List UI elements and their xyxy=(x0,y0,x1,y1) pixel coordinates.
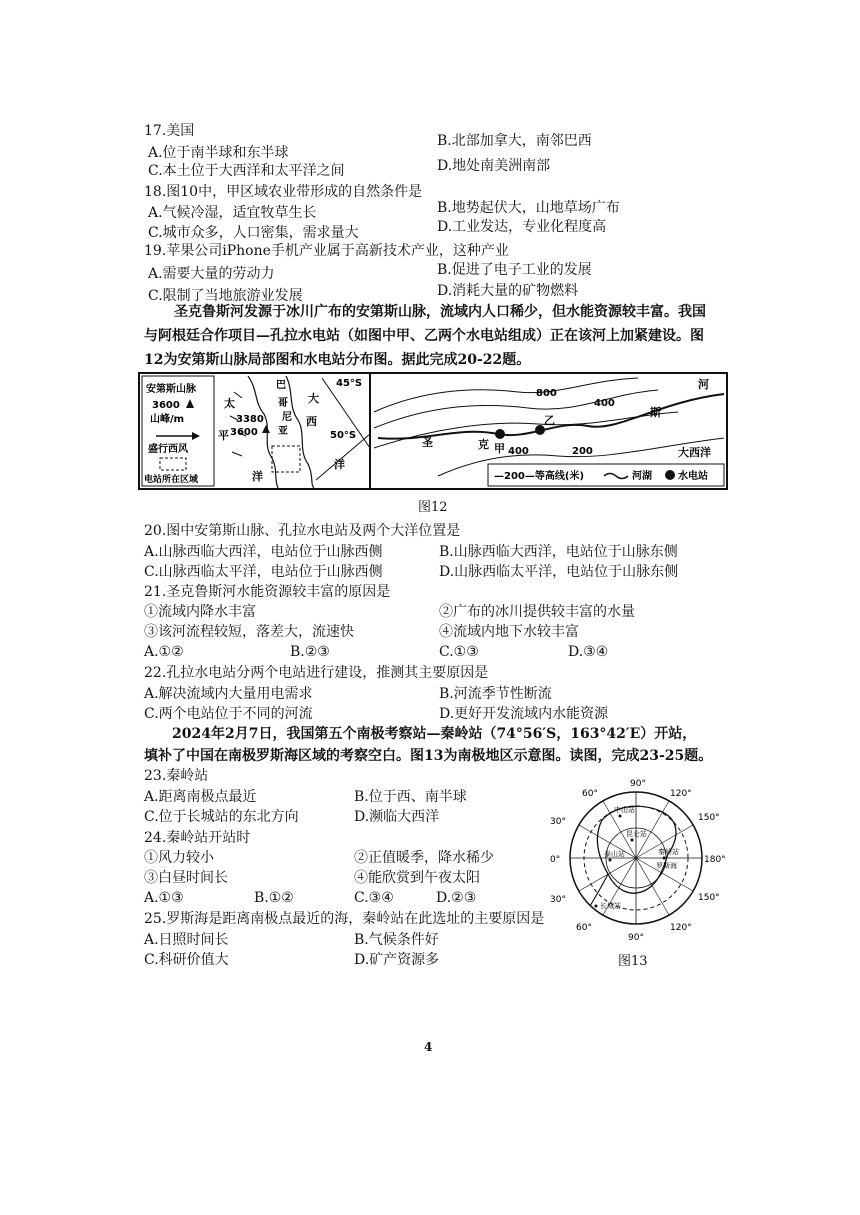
q22-option-a: A.解决流域内大量用电需求 xyxy=(144,686,313,702)
fig13-lon-150-r: 150° xyxy=(698,813,720,823)
fig12-river-sheng: 圣 xyxy=(422,436,433,449)
fig12-legend-area: 电站所在区域 xyxy=(144,475,199,485)
fig12-river-name: 河 xyxy=(698,378,709,391)
fig12-contour-200: 200 xyxy=(572,446,593,457)
figure-12 xyxy=(138,372,728,490)
fig13-lon-0: 0° xyxy=(550,855,561,865)
fig12-legend-wind: 盛行西风 xyxy=(148,444,188,455)
fig13-lon-120-br: 120° xyxy=(670,923,692,933)
intro-20-line-2: 与阿根廷合作项目—孔拉水电站（如图中甲、乙两个水电站组成）正在该河上加紧建设。图 xyxy=(144,328,704,344)
fig12-legend-contour: —200—等高线(米) xyxy=(494,471,585,482)
intro-23-line-1: 2024年2月7日，我国第五个南极考察站—秦岭站（74°56′S，163°42′E）开站， xyxy=(172,726,697,742)
q17-option-d: D.地处南美洲南部 xyxy=(437,158,551,174)
fig12-legend-peak-value: 3600 xyxy=(152,400,180,411)
fig12-label-ni: 尼 xyxy=(282,412,292,423)
q25-option-a: A.日照时间长 xyxy=(144,932,229,948)
q21-option-d: D.③④ xyxy=(568,644,609,660)
q24-stem: 24.秦岭站开站时 xyxy=(144,830,251,846)
fig12-legend-peak-label: 山峰/m xyxy=(150,414,185,425)
fig12-label-ge: 哥 xyxy=(278,398,288,409)
q17-option-a: A.位于南半球和东半球 xyxy=(148,145,289,161)
q24-option-b: B.①② xyxy=(254,890,294,906)
fig13-station-qinling: 秦岭站 xyxy=(658,848,679,856)
q23-option-d: D.濒临大西洋 xyxy=(354,809,440,825)
station-dot-icon xyxy=(619,815,622,818)
q24-option-c: C.③④ xyxy=(354,890,394,906)
station-dot-icon xyxy=(595,905,598,908)
station-dot-icon xyxy=(609,859,612,862)
q19-option-c: C.限制了当地旅游业发展 xyxy=(148,288,303,304)
fig12-station-jia: 甲 xyxy=(494,442,505,455)
q23-stem: 23.秦岭站 xyxy=(144,768,209,784)
q19-option-d: D.消耗大量的矿物燃料 xyxy=(437,283,579,299)
figure-13 xyxy=(546,774,726,944)
q20-stem: 20.图中安第斯山脉、孔拉水电站及两个大洋位置是 xyxy=(144,523,461,539)
fig13-lon-150-br: 150° xyxy=(698,893,720,903)
q18-option-b: B.地势起伏大，山地草场广布 xyxy=(437,200,620,216)
fig13-lon-60-tl: 60° xyxy=(582,789,598,799)
q24-item-4: ④能欣赏到午夜太阳 xyxy=(354,870,480,886)
fig13-station-kunlun: 昆仑站 xyxy=(626,830,647,838)
fig12-label-ba: 巴 xyxy=(276,380,286,391)
fig13-lon-30-l: 30° xyxy=(550,817,566,827)
q25-option-c: C.科研价值大 xyxy=(144,952,229,968)
figure-13-map xyxy=(546,774,726,944)
q20-option-c: C.山脉西临太平洋，电站位于山脉西侧 xyxy=(144,564,383,580)
fig12-label-ya: 亚 xyxy=(278,426,288,437)
q20-option-b: B.山脉西临大西洋，电站位于山脉东侧 xyxy=(439,544,678,560)
intro-20-line-3: 12为安第斯山脉局部图和水电站分布图。据此完成20-22题。 xyxy=(144,352,531,368)
q25-stem: 25.罗斯海是距离南极点最近的海，秦岭站在此选址的主要原因是 xyxy=(144,911,545,927)
intro-23-line-2: 填补了中国在南极罗斯海区域的考察空白。图13为南极地区示意图。读图，完成23-25题。 xyxy=(144,748,713,764)
hydropower-station-icon xyxy=(665,470,675,480)
q23-option-b: B.位于西、南半球 xyxy=(354,789,467,805)
fig13-lon-120-tr: 120° xyxy=(670,789,692,799)
fig13-station-zhongshan: 中山站 xyxy=(614,806,635,814)
q21-stem: 21.圣克鲁斯河水能资源较丰富的原因是 xyxy=(144,584,391,600)
q21-option-b: B.②③ xyxy=(290,644,330,660)
fig13-lon-60-bl: 60° xyxy=(576,923,592,933)
fig13-lon-180: 180° xyxy=(704,855,726,865)
q17-option-c: C.本土位于大西洋和太平洋之间 xyxy=(148,163,345,179)
fig12-lat-50: 50°S xyxy=(330,430,357,441)
fig12-contour-400a: 400 xyxy=(594,398,615,409)
fig12-label-yang-right: 洋 xyxy=(334,458,345,471)
fig13-station-changcheng: 长城站 xyxy=(600,902,621,910)
fig13-lon-90-top: 90° xyxy=(630,779,646,789)
q24-option-d: D.②③ xyxy=(436,890,477,906)
q19-stem: 19.苹果公司iPhone手机产业属于高新技术产业，这种产业 xyxy=(144,243,509,259)
q23-option-a: A.距离南极点最近 xyxy=(144,789,257,805)
q18-option-c: C.城市众多，人口密集，需求量大 xyxy=(148,225,359,241)
fig13-sea-ross: 罗斯海 xyxy=(656,862,677,870)
fig12-contour-800: 800 xyxy=(536,388,557,399)
fig13-station-taishan: 泰山站 xyxy=(604,850,625,858)
q21-option-a: A.①② xyxy=(144,644,184,660)
q19-option-b: B.促进了电子工业的发展 xyxy=(437,262,592,278)
fig12-legend-title: 安第斯山脉 xyxy=(146,384,196,395)
q25-option-d: D.矿产资源多 xyxy=(354,952,440,968)
q18-stem: 18.图10中，甲区域农业带形成的自然条件是 xyxy=(144,184,423,200)
fig12-label-xi: 西 xyxy=(306,415,317,428)
station-dot-icon xyxy=(631,839,634,842)
fig12-label-da: 大 xyxy=(308,392,319,405)
fig12-lat-45: 45°S xyxy=(336,378,363,389)
q23-option-c: C.位于长城站的东北方向 xyxy=(144,809,299,825)
q22-stem: 22.孔拉水电站分两个电站进行建设，推测其主要原因是 xyxy=(144,665,489,681)
fig12-river-si: 斯 xyxy=(650,406,661,419)
fig12-label-tai: 太 xyxy=(224,397,235,410)
hydropower-station-jia-icon xyxy=(495,429,505,439)
q24-item-3: ③白昼时间长 xyxy=(144,870,228,886)
q17-option-b: B.北部加拿大，南邻巴西 xyxy=(437,133,592,149)
fig13-lon-90-bot: 90° xyxy=(628,933,644,943)
q20-option-a: A.山脉西临大西洋，电站位于山脉西侧 xyxy=(144,544,383,560)
page-number: 4 xyxy=(424,1040,433,1054)
fig12-peak-1: 3380 xyxy=(236,414,264,425)
figure-13-caption: 图13 xyxy=(618,954,648,969)
q24-item-2: ②正值暖季，降水稀少 xyxy=(354,850,494,866)
fig12-legend-station: 水电站 xyxy=(678,471,708,482)
q20-option-d: D.山脉西临太平洋，电站位于山脉东侧 xyxy=(439,564,679,580)
q24-item-1: ①风力较小 xyxy=(144,850,214,866)
fig13-lon-30-bl: 30° xyxy=(550,895,566,905)
fig12-river-ke: 克 xyxy=(478,438,489,451)
q19-option-a: A.需要大量的劳动力 xyxy=(148,266,275,282)
q18-option-d: D.工业发达，专业化程度高 xyxy=(437,219,607,235)
q21-item-2: ②广布的冰川提供较丰富的水量 xyxy=(439,604,635,620)
station-dot-icon xyxy=(663,857,666,860)
intro-20-line-1: 圣克鲁斯河发源于冰川广布的安第斯山脉，流域内人口稀少，但水能资源较丰富。我国 xyxy=(174,304,706,320)
fig12-atlantic: 大西洋 xyxy=(678,446,711,459)
q17-stem: 17.美国 xyxy=(144,123,195,139)
q24-option-a: A.①③ xyxy=(144,890,184,906)
figure-12-caption: 图12 xyxy=(418,500,448,515)
q18-option-a: A.气候冷湿，适宜牧草生长 xyxy=(148,205,317,221)
fig12-peak-2: 3600 xyxy=(230,427,258,438)
figure-12-map xyxy=(138,372,728,490)
q22-option-b: B.河流季节性断流 xyxy=(439,686,552,702)
fig12-legend-river-lake: 河湖 xyxy=(632,471,652,482)
q21-item-3: ③该河流程较短，落差大，流速快 xyxy=(144,624,354,640)
fig12-contour-400b: 400 xyxy=(508,446,529,457)
q22-option-c: C.两个电站位于不同的河流 xyxy=(144,706,313,722)
q22-option-d: D.更好开发流域内水能资源 xyxy=(439,706,609,722)
q25-option-b: B.气候条件好 xyxy=(354,932,439,948)
fig12-label-ping: 平 xyxy=(218,429,229,442)
fig12-station-yi: 乙 xyxy=(544,414,555,427)
fig12-label-yang-left: 洋 xyxy=(252,470,263,483)
q21-item-1: ①流域内降水丰富 xyxy=(144,604,256,620)
q21-option-c: C.①③ xyxy=(439,644,479,660)
q21-item-4: ④流域内地下水较丰富 xyxy=(439,624,579,640)
